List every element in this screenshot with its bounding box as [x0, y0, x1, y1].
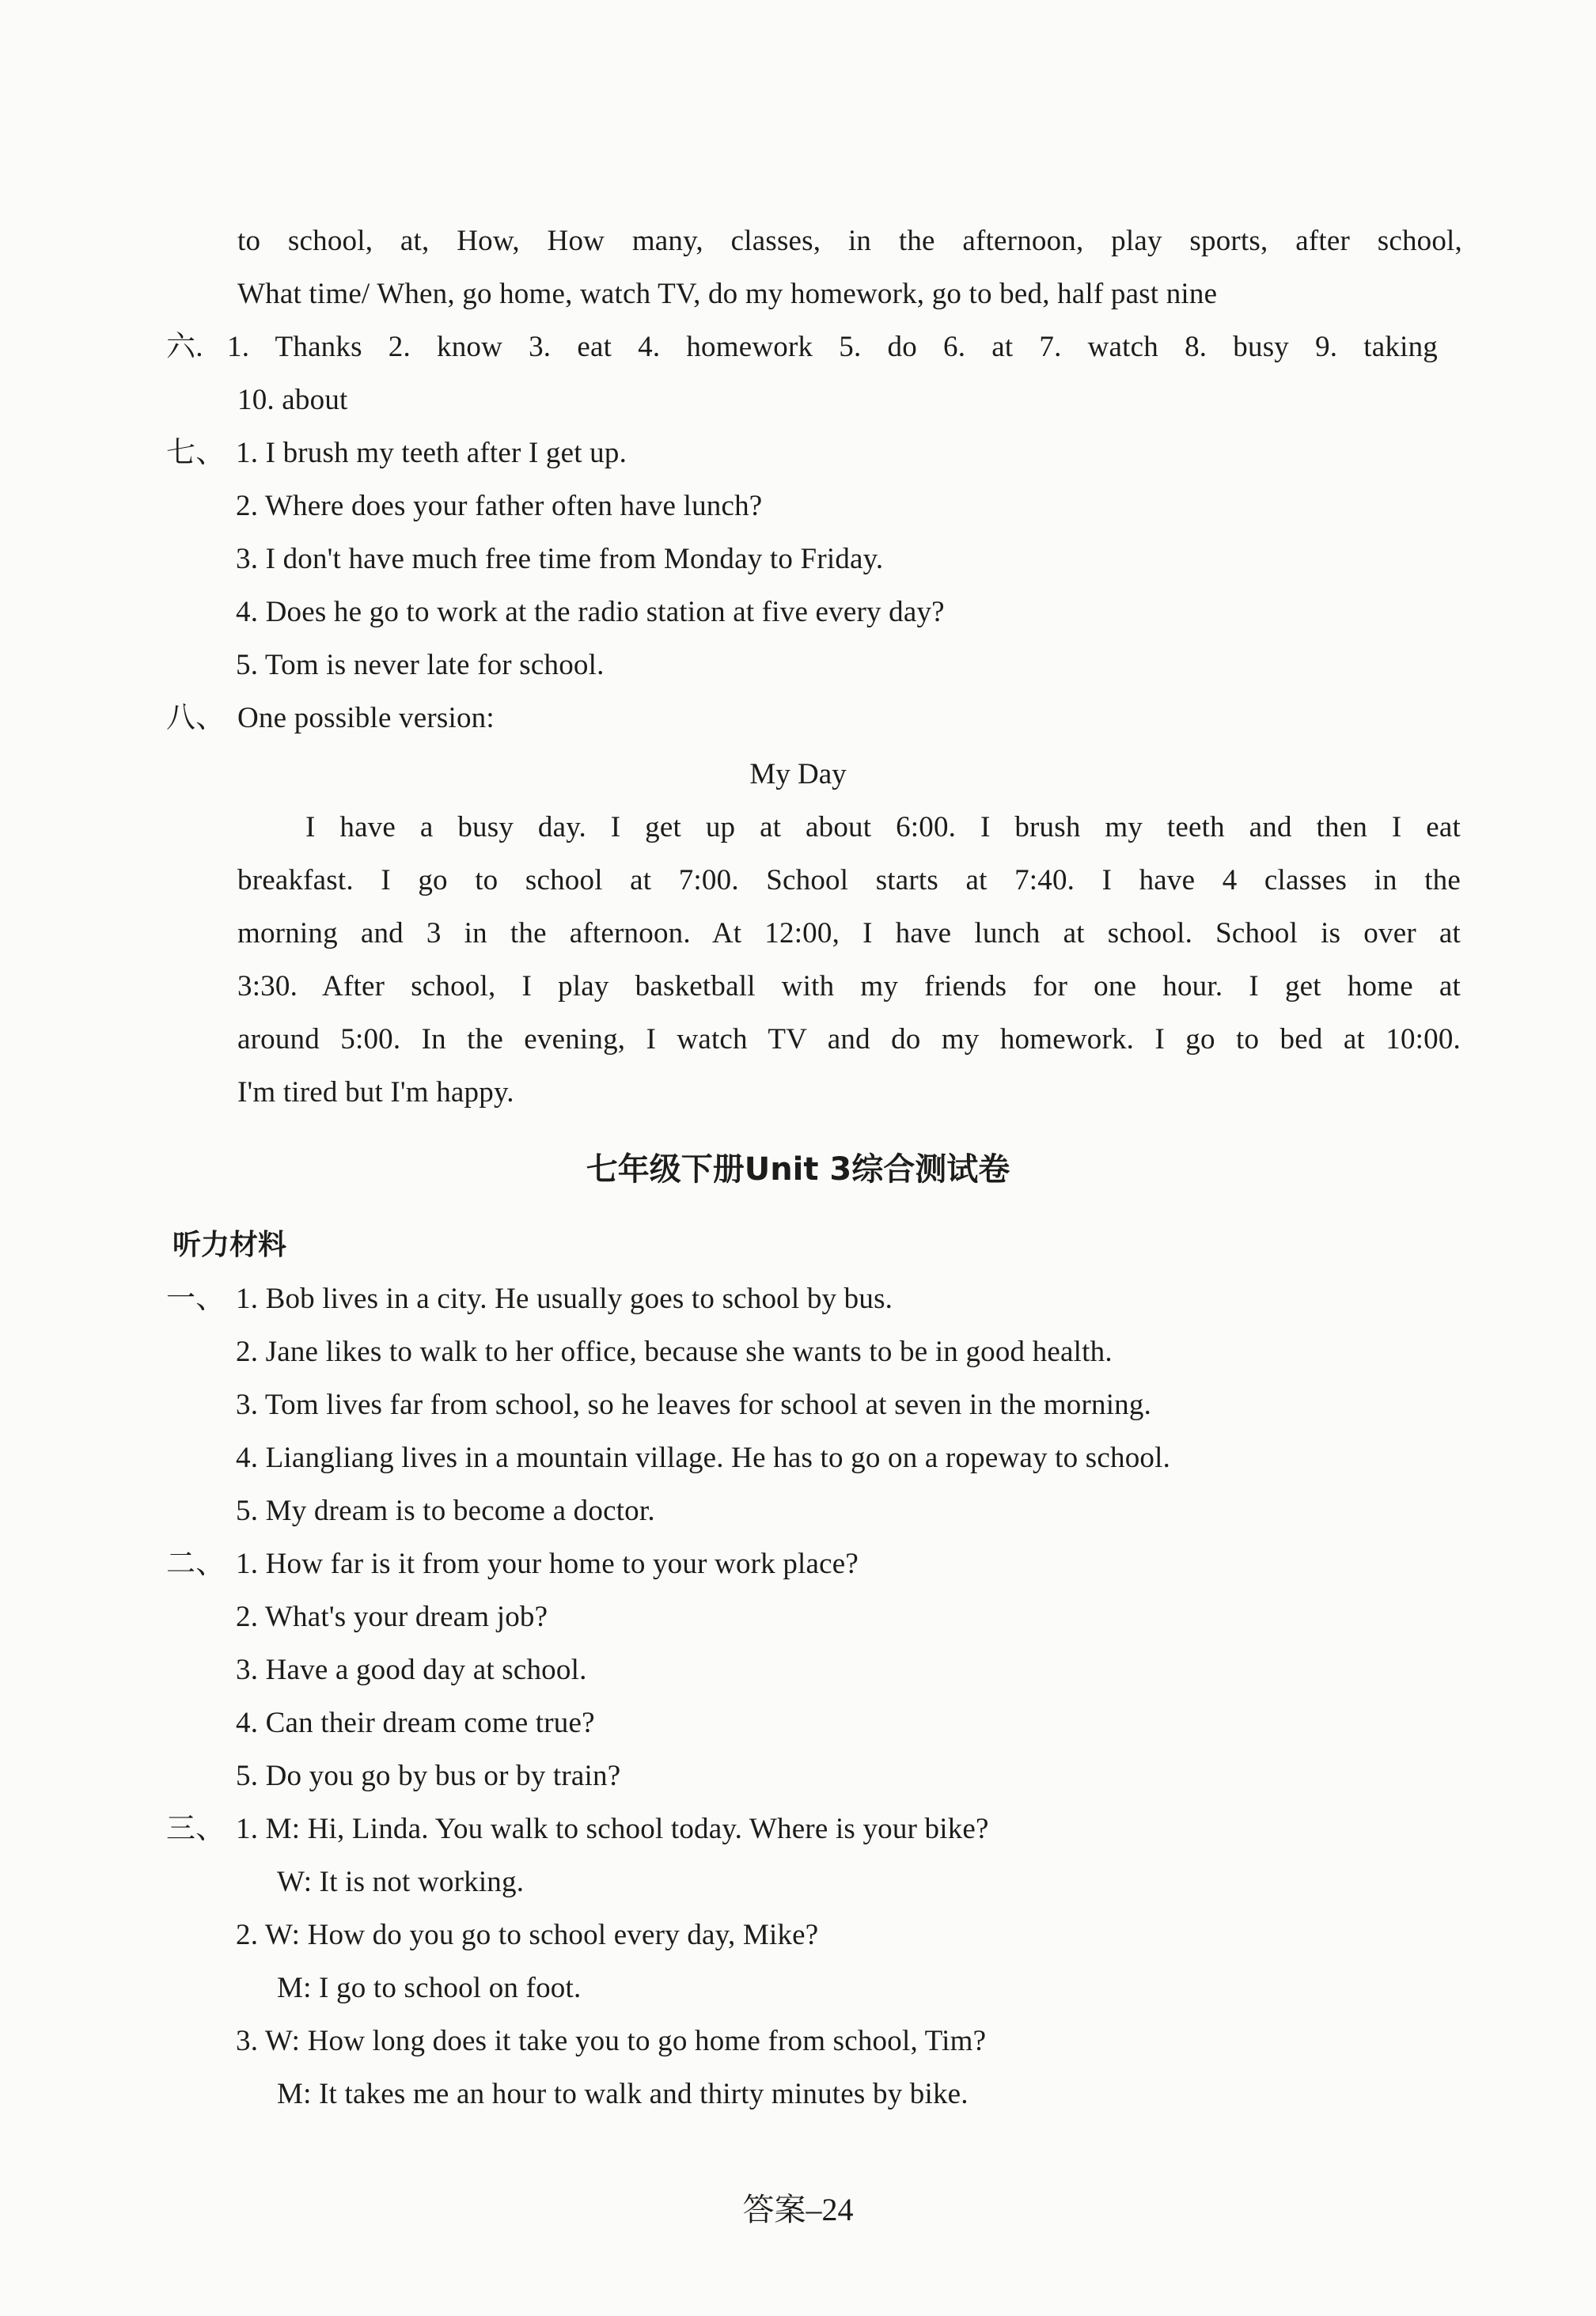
section7-marker: 七、 [166, 437, 226, 469]
section7-item: 2. Where does your father often have lunch? [236, 490, 763, 522]
listen1-item: 2. Jane likes to walk to her office, because she wants to be in good health. [236, 1336, 1113, 1368]
listen2-item: 4. Can their dream come true? [236, 1707, 595, 1739]
listen2-marker: 二、 [166, 1548, 226, 1580]
listen2-item: 3. Have a good day at school. [236, 1654, 587, 1686]
dialogue-line: 3. W: How long does it take you to go home from school, Tim? [236, 2025, 987, 2057]
top-line-1: to school, at, How, How many, classes, in the afternoon, play sports, after school, [237, 225, 1462, 257]
listen1-item: 1. Bob lives in a city. He usually goes to school by bus. [236, 1283, 893, 1315]
dialogue-line: 1. M: Hi, Linda. You walk to school today. Where is your bike? [236, 1813, 989, 1845]
section6-line-1: 1. Thanks 2. know 3. eat 4. homework 5. do 6. at 7. watch 8. busy 9. taking [227, 331, 1438, 363]
dialogue-line: M: It takes me an hour to walk and thirty minutes by bike. [277, 2078, 969, 2110]
listen1-item: 5. My dream is to become a doctor. [236, 1495, 655, 1527]
listen1-item: 4. Liangliang lives in a mountain village. He has to go on a ropeway to school. [236, 1442, 1171, 1474]
listen3-marker: 三、 [166, 1813, 226, 1845]
essay-line: morning and 3 in the afternoon. At 12:00, I have lunch at school. School is over at [237, 917, 1461, 950]
section7-item: 4. Does he go to work at the radio station at five every day? [236, 596, 945, 628]
essay-line: breakfast. I go to school at 7:00. School starts at 7:40. I have 4 classes in the [237, 864, 1461, 896]
page-number: 答案–24 [742, 2192, 854, 2227]
section7-item: 5. Tom is never late for school. [236, 649, 605, 681]
dialogue-line: W: It is not working. [277, 1866, 525, 1898]
listen1-item: 3. Tom lives far from school, so he leaves for school at seven in the morning. [236, 1389, 1152, 1421]
listen1-marker: 一、 [166, 1283, 226, 1315]
essay-line: around 5:00. In the evening, I watch TV and do my homework. I go to bed at 10:00. [237, 1023, 1461, 1056]
listen2-item: 5. Do you go by bus or by train? [236, 1760, 621, 1792]
section7-item: 1. I brush my teeth after I get up. [236, 437, 627, 469]
section6-marker: 六. [166, 331, 203, 363]
section8-intro: One possible version: [237, 702, 495, 734]
test-title: 七年级下册Unit 3综合测试卷 [586, 1151, 1010, 1188]
essay-line: 3:30. After school, I play basketball with my friends for one hour. I get home at [237, 970, 1461, 1003]
essay-line: I have a busy day. I get up at about 6:00. I brush my teeth and then I eat [305, 811, 1461, 843]
essay-line: I'm tired but I'm happy. [237, 1076, 514, 1109]
section6-line-2: 10. about [237, 384, 348, 416]
listening-heading: 听力材料 [172, 1229, 287, 1261]
listen2-item: 2. What's your dream job? [236, 1601, 548, 1633]
dialogue-line: M: I go to school on foot. [277, 1972, 582, 2004]
top-line-2: What time/ When, go home, watch TV, do my homework, go to bed, half past nine [237, 278, 1218, 310]
listen2-item: 1. How far is it from your home to your work place? [236, 1548, 859, 1580]
dialogue-line: 2. W: How do you go to school every day, Mike? [236, 1919, 819, 1951]
essay-title: My Day [749, 758, 847, 790]
section8-marker: 八、 [166, 702, 226, 734]
section7-item: 3. I don't have much free time from Monday to Friday. [236, 543, 884, 575]
